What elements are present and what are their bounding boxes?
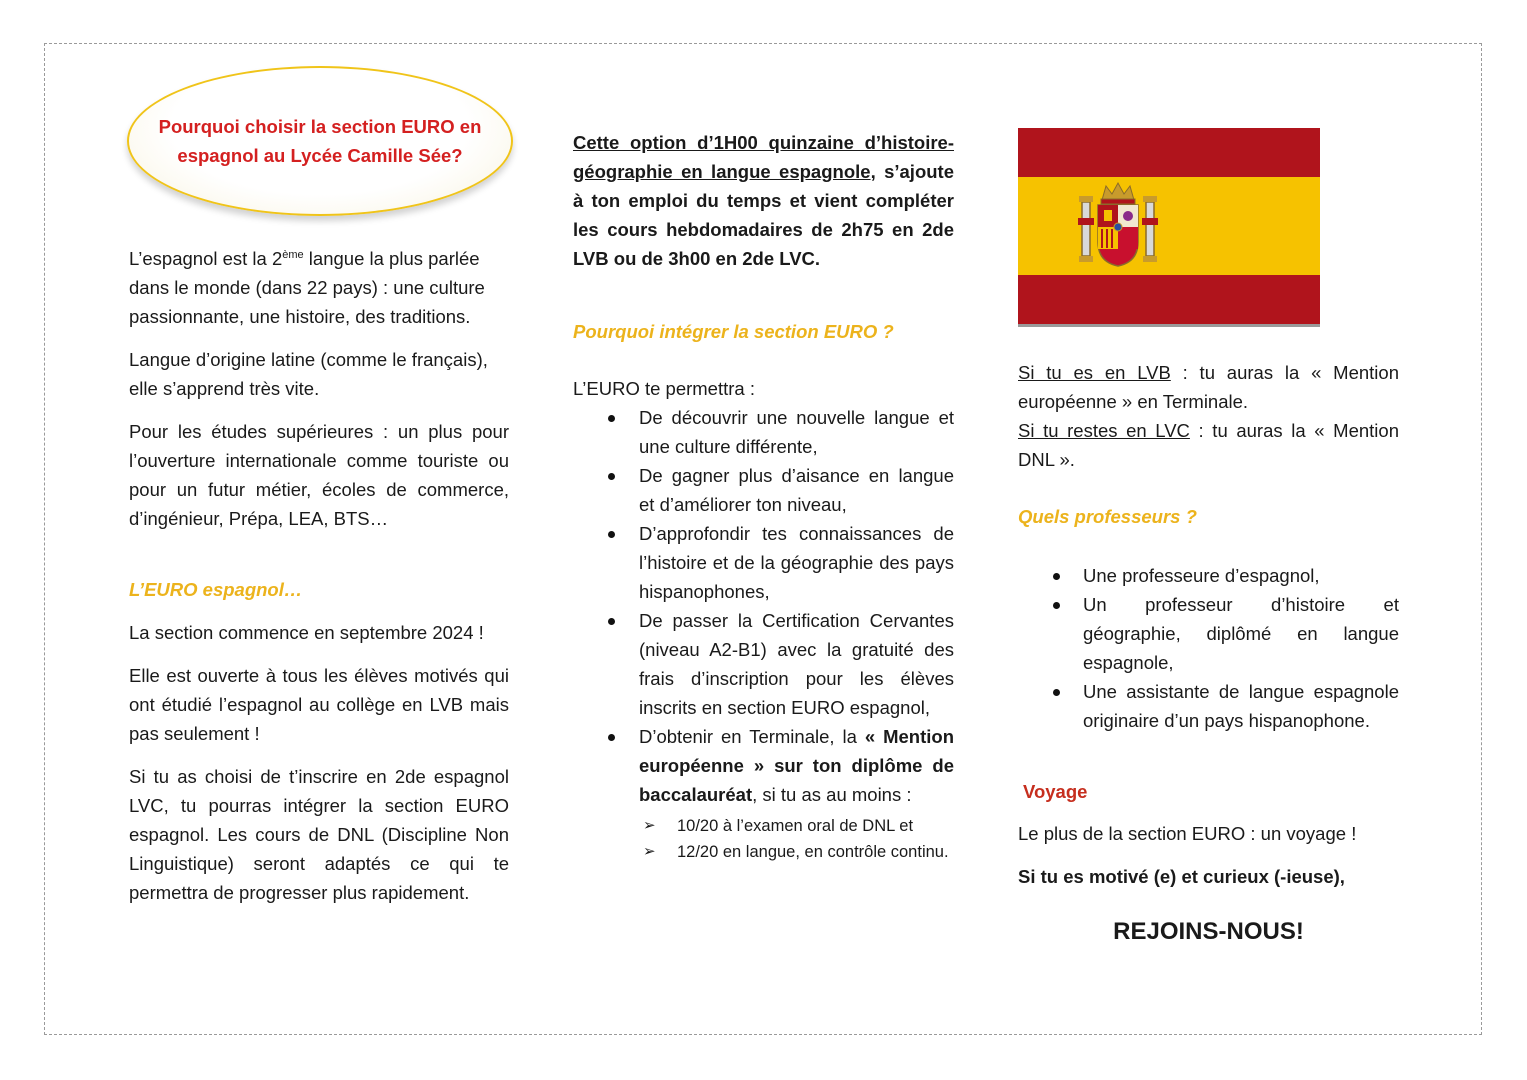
bullet-dot-icon	[608, 415, 615, 422]
option-rest: , s’ajoute à ton emploi du temps et vient compléter les cours hebdomadaires de 2h75 en 2de LVB ou de 3h00 en 2de LVC.	[573, 161, 954, 269]
sub-text: 12/20 en langue, en contrôle continu.	[677, 843, 949, 861]
mention-bold: « Mention européenne » sur ton diplôme de baccalauréat	[639, 726, 954, 805]
profs-list	[1018, 561, 1399, 735]
left-column	[129, 244, 509, 921]
motivated-text: Si tu es motivé (e) et curieux (-ieuse),	[1018, 866, 1345, 887]
lvb-paragraph	[1018, 358, 1399, 416]
middle-column	[573, 128, 954, 865]
list-item	[1018, 561, 1399, 590]
arrow-bullet-icon: ➢	[643, 817, 656, 834]
right-column	[1018, 358, 1399, 946]
sub-text: 10/20 à l’examen oral de DNL et	[677, 817, 914, 835]
list-item	[1018, 677, 1399, 735]
list-item	[573, 519, 954, 606]
prof-text: Une professeure d’espagnol,	[1083, 565, 1320, 586]
arrow-bullet-icon: ➢	[643, 843, 656, 860]
profs-heading: Quels professeurs ?	[1018, 506, 1197, 527]
bullet-text: De passer la Certification Cervantes (niveau A2-B1) avec la gratuité des frais d’inscription pour les élèves inscrits en section EURO espagnol,	[639, 610, 954, 718]
list-item	[573, 606, 954, 722]
bullet-text: D’approfondir tes connaissances de l’histoire et de la géographie des pays hispanophones,	[639, 523, 954, 602]
lvc-label: Si tu restes en LVC	[1018, 420, 1190, 441]
benefits-list	[573, 403, 954, 865]
open-paragraph: Elle est ouverte à tous les élèves motivés qui ont étudié l’espagnol au collège en LVB mais pas seulement !	[129, 665, 509, 744]
option-underlined: Cette option d’1H00 quinzaine d’histoire-géographie en langue espagnole	[573, 132, 954, 182]
euro-espagnol-heading: L’EURO espagnol…	[129, 579, 303, 600]
bullet-text: De gagner plus d’aisance en langue et d’améliorer ton niveau,	[639, 465, 954, 515]
p1-after: langue la plus parlée dans le monde (dans 22 pays) : une culture passionnante, une histoire, des traditions.	[129, 248, 485, 327]
voyage-text: Le plus de la section EURO : un voyage !	[1018, 823, 1357, 844]
p1-before: L’espagnol est la 2	[129, 248, 283, 269]
bullet-dot-icon	[608, 531, 615, 538]
coat-of-arms-icon	[1078, 180, 1158, 272]
lead-text: L’EURO te permettra :	[573, 378, 755, 399]
list-item	[573, 461, 954, 519]
p1-sup: ème	[282, 248, 304, 261]
intro-paragraph	[129, 244, 509, 331]
list-item	[573, 722, 954, 865]
bullet-text-end: , si tu as au moins :	[752, 784, 912, 805]
bullet-dot-icon	[608, 618, 615, 625]
studies-paragraph: Pour les études supérieures : un plus pour l’ouverture internationale comme touriste ou pour un futur métier, écoles de commerce, d’ingénieur, Prépa, LEA, BTS…	[129, 421, 509, 529]
prof-text: Une assistante de langue espagnole originaire d’un pays hispanophone.	[1083, 681, 1399, 731]
list-item	[1018, 590, 1399, 677]
prof-text: Un professeur d’histoire et géographie, diplômé en langue espagnole,	[1083, 594, 1399, 673]
spain-flag-icon	[1018, 128, 1320, 327]
lvc-paragraph: Si tu as choisi de t’inscrire en 2de espagnol LVC, tu pourras intégrer la section EURO espagnol. Les cours de DNL (Discipline Non Linguistique) seront adaptés ce qui te permettra de progresser plus rapidement.	[129, 766, 509, 903]
lvb-text: : tu auras la « Mention européenne » en Terminale.	[1018, 362, 1399, 412]
title-oval	[127, 66, 513, 216]
spacer	[129, 547, 509, 575]
voyage-heading: Voyage	[1023, 781, 1088, 802]
lvc-text: : tu auras la « Mention DNL ».	[1018, 420, 1399, 470]
start-paragraph: La section commence en septembre 2024 !	[129, 622, 484, 643]
sub-item	[573, 813, 954, 839]
bullet-dot-icon	[1053, 689, 1060, 696]
option-paragraph	[573, 128, 954, 273]
bullet-text: De découvrir une nouvelle langue et une culture différente,	[639, 407, 954, 457]
bullet-text: D’obtenir en Terminale, la	[639, 726, 865, 747]
bullet-dot-icon	[608, 473, 615, 480]
cta-heading: REJOINS-NOUS!	[1113, 918, 1304, 945]
bullet-dot-icon	[1053, 602, 1060, 609]
bullet-dot-icon	[1053, 573, 1060, 580]
why-heading: Pourquoi intégrer la section EURO ?	[573, 321, 894, 342]
lvb-label: Si tu es en LVB	[1018, 362, 1171, 383]
lvc-paragraph	[1018, 416, 1399, 474]
list-item	[573, 403, 954, 461]
sub-item	[573, 839, 954, 865]
oval-title: Pourquoi choisir la section EURO en espagnol au Lycée Camille Sée?	[158, 116, 482, 166]
conditions-list	[573, 813, 954, 865]
latin-paragraph: Langue d’origine latine (comme le français), elle s’apprend très vite.	[129, 349, 488, 399]
bullet-dot-icon	[608, 734, 615, 741]
